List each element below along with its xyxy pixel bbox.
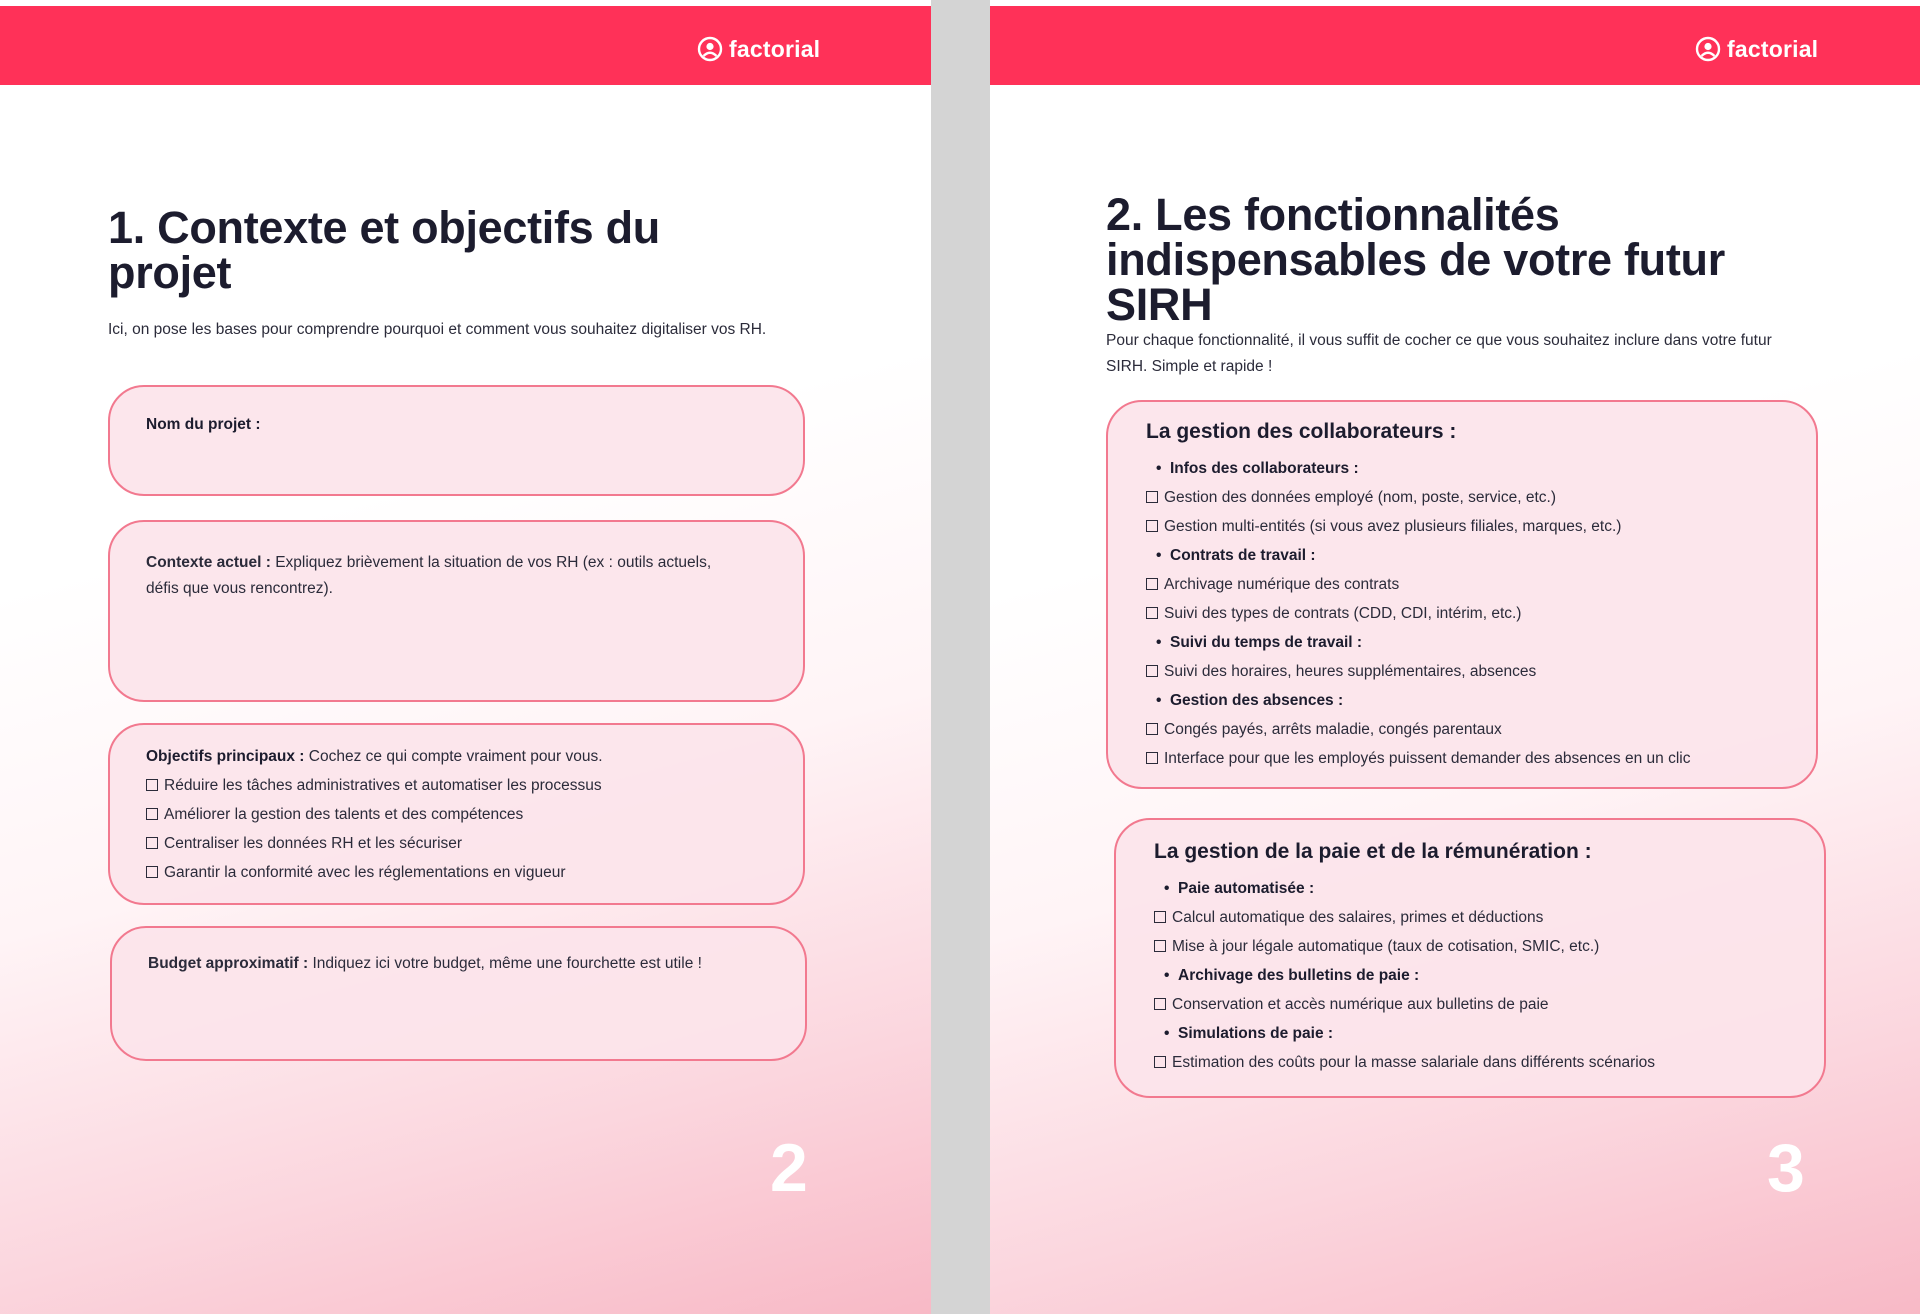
objectives-card (108, 723, 805, 905)
checkbox[interactable] (1154, 940, 1166, 952)
objective-item[interactable]: Garantir la conformité avec les réglementations en vigueur (146, 858, 767, 887)
feature-group: • Contrats de travail : (1156, 547, 1316, 564)
logo-text: factorial (729, 35, 821, 62)
checkbox[interactable] (1154, 1056, 1166, 1068)
factorial-logo (1695, 34, 1818, 64)
checkbox[interactable] (1146, 578, 1158, 590)
feature-group: • Paie automatisée : (1164, 880, 1315, 897)
collaborators-title: La gestion des collaborateurs : (1146, 420, 1457, 443)
feature-item[interactable]: Archivage numérique des contrats (1146, 570, 1780, 599)
objectives-label: Objectifs principaux : (146, 748, 305, 765)
budget-text: Indiquez ici votre budget, même une fourchette est utile ! (308, 955, 702, 972)
page-number: 3 (1767, 1130, 1805, 1206)
factorial-logo (697, 34, 820, 64)
objective-item[interactable]: Réduire les tâches administratives et automatiser les processus (146, 771, 767, 800)
feature-group: • Gestion des absences : (1156, 692, 1344, 709)
feature-group: • Simulations de paie : (1164, 1025, 1334, 1042)
feature-item[interactable]: Mise à jour légale automatique (taux de cotisation, SMIC, etc.) (1154, 932, 1788, 961)
page-intro: Pour chaque fonctionnalité, il vous suffit de cocher ce que vous souhaitez inclure dans votre futur SIRH. Simple et rapide ! (1106, 332, 1772, 375)
checkbox[interactable] (1146, 607, 1158, 619)
payroll-card (1114, 818, 1826, 1098)
feature-item[interactable]: Conservation et accès numérique aux bulletins de paie (1154, 990, 1788, 1019)
feature-item[interactable]: Calcul automatique des salaires, primes et déductions (1154, 903, 1788, 932)
checkbox[interactable] (1154, 998, 1166, 1010)
objective-item[interactable]: Centraliser les données RH et les sécuriser (146, 829, 767, 858)
feature-group: • Suivi du temps de travail : (1156, 634, 1363, 651)
feature-item[interactable]: Congés payés, arrêts maladie, congés parentaux (1146, 715, 1780, 744)
page-header (990, 6, 1920, 85)
context-label: Contexte actuel : (146, 554, 271, 571)
budget-label: Budget approximatif : (148, 955, 309, 972)
page-title: 1. Contexte et objectifs du projet (108, 202, 660, 298)
objectives-text: Cochez ce qui compte vraiment pour vous. (304, 748, 603, 765)
feature-item[interactable]: Gestion multi-entités (si vous avez plusieurs filiales, marques, etc.) (1146, 512, 1780, 541)
checkbox[interactable] (146, 837, 158, 849)
checkbox[interactable] (1146, 752, 1158, 764)
checkbox[interactable] (146, 866, 158, 878)
checkbox[interactable] (1146, 723, 1158, 735)
feature-group: • Infos des collaborateurs : (1156, 460, 1359, 477)
factorial-logo-icon (1695, 36, 1721, 62)
context-card (108, 520, 805, 702)
feature-item[interactable]: Estimation des coûts pour la masse salariale dans différents scénarios (1154, 1048, 1788, 1077)
page-intro: Ici, on pose les bases pour comprendre pourquoi et comment vous souhaitez digitaliser vos RH. (108, 321, 767, 338)
budget-card (110, 926, 807, 1061)
factorial-logo-icon (697, 36, 723, 62)
feature-group: • Archivage des bulletins de paie : (1164, 967, 1420, 984)
feature-item[interactable]: Interface pour que les employés puissent demander des absences en un clic (1146, 744, 1780, 773)
page-header (0, 6, 931, 85)
checkbox[interactable] (146, 779, 158, 791)
logo-text: factorial (1727, 35, 1819, 62)
collaborators-card (1106, 400, 1818, 789)
context-text: Expliquez brièvement la situation de vos RH (ex : outils actuels, défis que vous rencontrez). (146, 554, 712, 597)
feature-item[interactable]: Gestion des données employé (nom, poste, service, etc.) (1146, 483, 1780, 512)
checkbox[interactable] (1154, 911, 1166, 923)
feature-item[interactable]: Suivi des types de contrats (CDD, CDI, intérim, etc.) (1146, 599, 1780, 628)
page-title: 2. Les fonctionnalités indispensables de votre futur SIRH (1106, 189, 1725, 330)
checkbox[interactable] (1146, 491, 1158, 503)
page-number: 2 (770, 1130, 808, 1206)
feature-item[interactable]: Suivi des horaires, heures supplémentaires, absences (1146, 657, 1780, 686)
page-2 (0, 0, 931, 1314)
page-3 (990, 0, 1920, 1314)
checkbox[interactable] (146, 808, 158, 820)
project-name-card (108, 385, 805, 496)
payroll-title: La gestion de la paie et de la rémunération : (1154, 840, 1592, 863)
checkbox[interactable] (1146, 520, 1158, 532)
objective-item[interactable]: Améliorer la gestion des talents et des compétences (146, 800, 767, 829)
project-name-label: Nom du projet : (146, 416, 261, 433)
checkbox[interactable] (1146, 665, 1158, 677)
